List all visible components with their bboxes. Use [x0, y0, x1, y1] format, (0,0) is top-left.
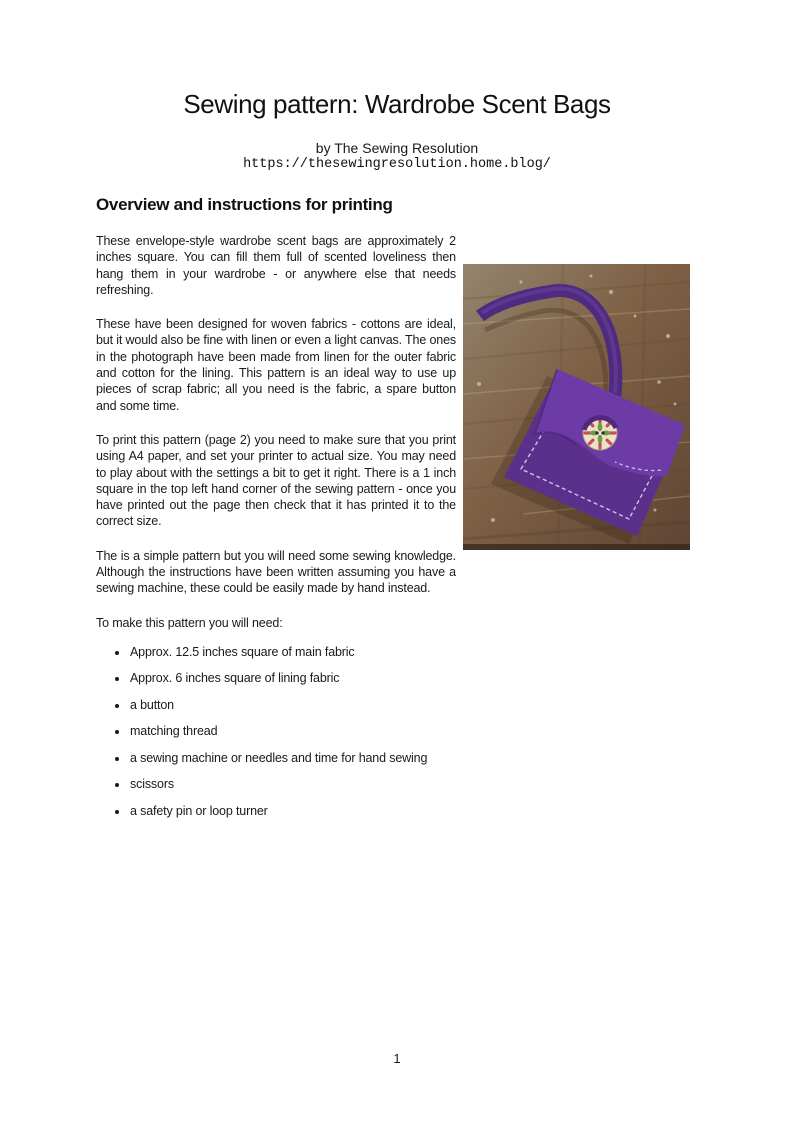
list-intro: To make this pattern you will need: [96, 615, 283, 630]
document-header [0, 0, 794, 173]
main-text-column [96, 195, 456, 829]
list-item-scissors: • scissors [129, 776, 456, 792]
photo-bottom-shadow-edge [463, 544, 690, 550]
list-item-thread: • matching thread [129, 723, 456, 739]
list-item-lining-fabric: • Approx. 6 inches square of lining fabric [129, 670, 456, 686]
paragraph-skill: The is a simple pattern but you will need some sewing knowledge. Although the instructions have been written assuming you have a sewing machine, these could be easily made by hand instead. [96, 548, 456, 596]
page-title: Sewing pattern: Wardrobe Scent Bags [183, 89, 611, 119]
section-heading: Overview and instructions for printing [96, 195, 393, 214]
button-hole-right [601, 431, 604, 434]
list-item-sewing-machine: • a sewing machine or needles and time for hand sewing [129, 750, 456, 766]
paragraph-overview: These envelope-style wardrobe scent bags are approximately 2 inches square. You can fill them full of scented loveliness then hang them in your wardrobe - or anywhere else that needs refreshing. [96, 234, 456, 297]
paragraph-printing: To print this pattern (page 2) you need to make sure that you print using A4 paper, and set your printer to actual size. You may need to play about with the settings a bit to get it right. There is a 1 inch square in the top left hand corner of the sewing pattern - once you have printed out the page then check that it has printed it to the correct size. [96, 432, 456, 529]
scent-bag-photo [463, 264, 690, 550]
scent-bag-photo-illustration [463, 264, 690, 550]
site-url[interactable]: https://thesewingresolution.home.blog/ [243, 157, 551, 172]
list-item-main-fabric: • Approx. 12.5 inches square of main fabric [129, 644, 456, 660]
list-item-button: • a button [129, 697, 456, 713]
page-number: 1 [393, 1051, 401, 1066]
paragraph-fabrics: These have been designed for woven fabrics - cottons are ideal, but it would also be fine with linen or even a light canvas. The ones in the photograph have been made from linen for the outer fabric and cotton for the lining. This pattern is an ideal way to use up pieces of scrap fabric; all you need is the fabric, a spare button and some time. [96, 317, 456, 413]
list-item-safety-pin: • a safety pin or loop turner [129, 803, 456, 819]
materials-list [96, 644, 456, 819]
button-hole-left [595, 431, 598, 434]
byline: by The Sewing Resolution [315, 140, 479, 156]
